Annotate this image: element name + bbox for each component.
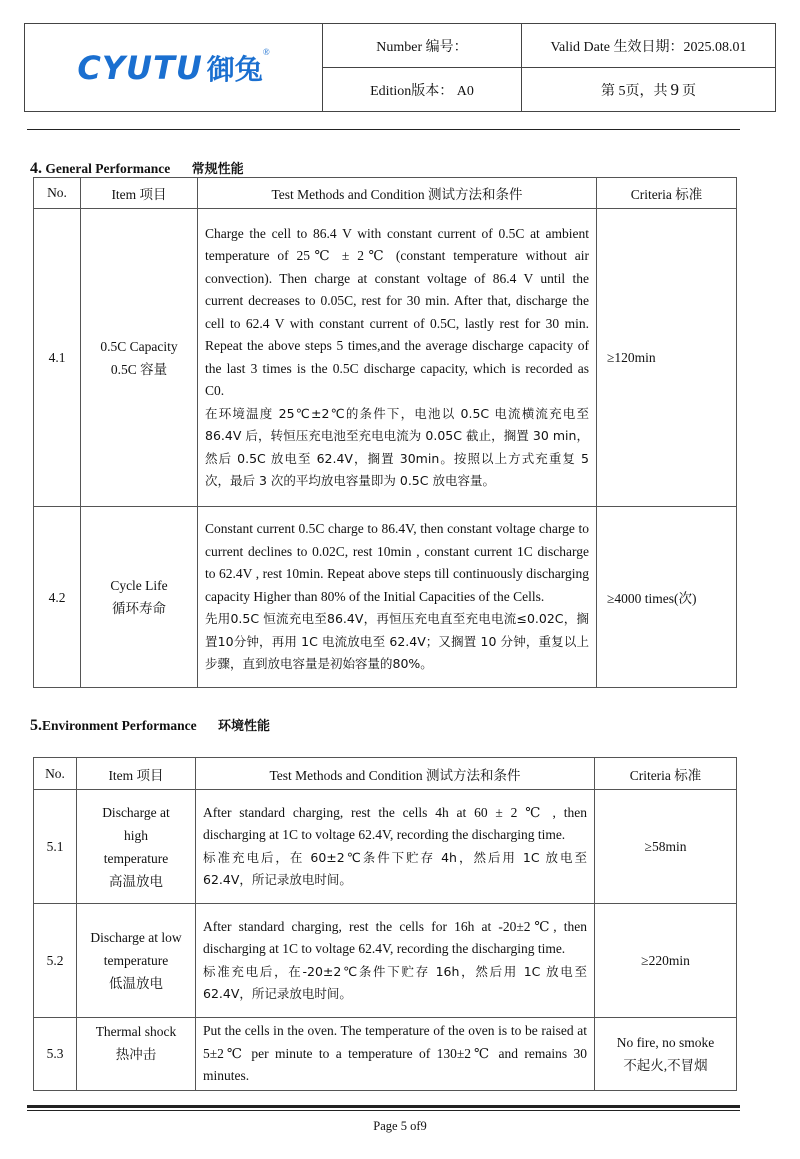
col-no: No. (34, 758, 77, 790)
footer-rule-thick (27, 1105, 740, 1108)
item-cn: 热冲击 (115, 1047, 157, 1062)
general-performance-table (33, 177, 737, 688)
row-method (198, 507, 597, 688)
page-indicator (522, 68, 776, 112)
edition: Edition版本： A0 (323, 68, 522, 112)
table-header-row (34, 178, 737, 209)
page-prefix: 第 5页，共 (601, 83, 668, 99)
method-cn: 先用0.5C 恒流充电至86.4V，再恒压充电直至充电电流≤0.02C，搁置10分钟，再用 1C 电流放电至 62.4V；又搁置 10 分钟，重复以上步骤，直到放电容量是初始容量的80%。 (205, 611, 589, 672)
section-4-heading (30, 158, 244, 178)
criteria-en: No fire, no smoke (616, 1034, 715, 1050)
header-divider (27, 129, 740, 130)
col-criteria: Criteria 标准 (595, 758, 737, 790)
row-item (81, 209, 198, 507)
environment-performance-table (33, 757, 737, 1091)
section-title: Environment Performance (42, 718, 197, 733)
item-cn: 循环寿命 (112, 601, 166, 616)
method-en: After standard charging, rest the cells 4h at 60 ± 2 ℃ , then discharging at 1C to voltage 62.4V, recording the discharging time. (203, 804, 587, 842)
method-en: Charge the cell to 86.4 V with constant current of 0.5C at ambient temperature of 25℃ ± 2℃ (constant temperature without air convection). Then charge at constant voltage of 86.4 V until the current decreases to 0.05C, rest for 30 min. After that, discharge the cell to 62.4 V with constant current of 0.5C, lastly rest for 30 min. Repeat the above steps 5 times,and the average discharge capacity of the last 3 times is the 0.5C discharge capacity, which is recorded as C0. (205, 225, 589, 398)
row-criteria: ≥4000 times(次) (597, 507, 737, 688)
row-no: 5.2 (34, 904, 77, 1018)
page-suffix: 页 (682, 83, 696, 99)
col-method: Test Methods and Condition 测试方法和条件 (196, 758, 595, 790)
criteria-cn: 不起火,不冒烟 (623, 1057, 708, 1073)
row-method (196, 904, 595, 1018)
section-title: General Performance (45, 161, 171, 176)
row-criteria (595, 1018, 737, 1091)
row-no: 4.2 (34, 507, 81, 688)
method-en: Put the cells in the oven. The temperature of the oven is to be raised at 5±2℃ per minute to a temperature of 130±2℃ and remains 30 minutes. (203, 1023, 587, 1083)
method-en: After standard charging, rest the cells for 16h at -20±2℃, then discharging at 1C to voltage 62.4V, recording the discharging time. (203, 918, 587, 956)
logo-chinese: 御兔 (206, 52, 263, 86)
col-method: Test Methods and Condition 测试方法和条件 (198, 178, 597, 209)
table-row (34, 209, 737, 507)
item-cn: 高温放电 (109, 873, 163, 889)
col-item: Item 项目 (81, 178, 198, 209)
row-item (81, 507, 198, 688)
table-row (34, 904, 737, 1018)
number-label: Number 编号： (323, 24, 522, 68)
row-method (198, 209, 597, 507)
col-criteria: Criteria 标准 (597, 178, 737, 209)
item-en: Discharge at low temperature (90, 930, 182, 968)
row-item (77, 1018, 196, 1091)
row-item (77, 904, 196, 1018)
method-cn: 在环境温度 25℃±2℃的条件下，电池以 0.5C 电流横流充电至 86.4V 后，转恒压充电池至充电电流为 0.05C 截止，搁置 30 min，然后 0.5C 放电至 62.4V，搁置 30min。按照以上方式充重复 5 次，最后 3 次的平均放电容量即为 0.5C 放电容量。 (205, 405, 589, 488)
item-en: Thermal shock (95, 1024, 177, 1039)
page-total: 9 (670, 79, 679, 99)
section-number: 5. (30, 717, 42, 734)
row-no: 5.1 (34, 790, 77, 904)
valid-date: Valid Date 生效日期：2025.08.01 (522, 24, 776, 68)
method-cn: 标准充电后，在 60±2℃条件下贮存 4h，然后用 1C 放电至 62.4V，所记录放电时间。 (203, 849, 587, 887)
row-no: 4.1 (34, 209, 81, 507)
row-method (196, 790, 595, 904)
section-5-heading (30, 715, 270, 735)
row-criteria: ≥120min (597, 209, 737, 507)
table-row (34, 507, 737, 688)
table-row (34, 790, 737, 904)
row-criteria: ≥58min (595, 790, 737, 904)
method-en: Constant current 0.5C charge to 86.4V, then constant voltage charge to current declines to 0.02C, rest 10min , constant current 1C discharge to 62.4V , rest 10min. Repeat above steps till continuously discharging capacity Higher than 80% of the Initial Capacities of the Cells. (205, 521, 589, 604)
col-item: Item 项目 (77, 758, 196, 790)
row-item (77, 790, 196, 904)
company-logo (26, 25, 321, 110)
method-cn: 标准充电后，在-20±2℃条件下贮存 16h，然后用 1C 放电至 62.4V，所记录放电时间。 (203, 963, 587, 1001)
item-en: Cycle Life (110, 578, 168, 593)
row-criteria: ≥220min (595, 904, 737, 1018)
table-row (34, 1018, 737, 1091)
registered-mark: ® (262, 47, 270, 57)
item-cn: 0.5C 容量 (110, 361, 168, 377)
footer-rule-thin (27, 1110, 740, 1111)
row-method (196, 1018, 595, 1091)
col-no: No. (34, 178, 81, 209)
logo-cell (25, 24, 323, 112)
section-number: 4. (30, 160, 42, 177)
page-footer: Page 5 of9 (373, 1119, 427, 1133)
section-title-cn: 常规性能 (191, 162, 244, 177)
item-en: Discharge at high temperature (102, 804, 170, 866)
row-no: 5.3 (34, 1018, 77, 1091)
item-cn: 低温放电 (109, 976, 163, 991)
logo-text: CYUTU (77, 48, 203, 87)
section-title-cn: 环境性能 (217, 719, 270, 734)
item-en: 0.5C Capacity (100, 338, 178, 354)
table-header-row (34, 758, 737, 790)
document-header (24, 23, 776, 112)
